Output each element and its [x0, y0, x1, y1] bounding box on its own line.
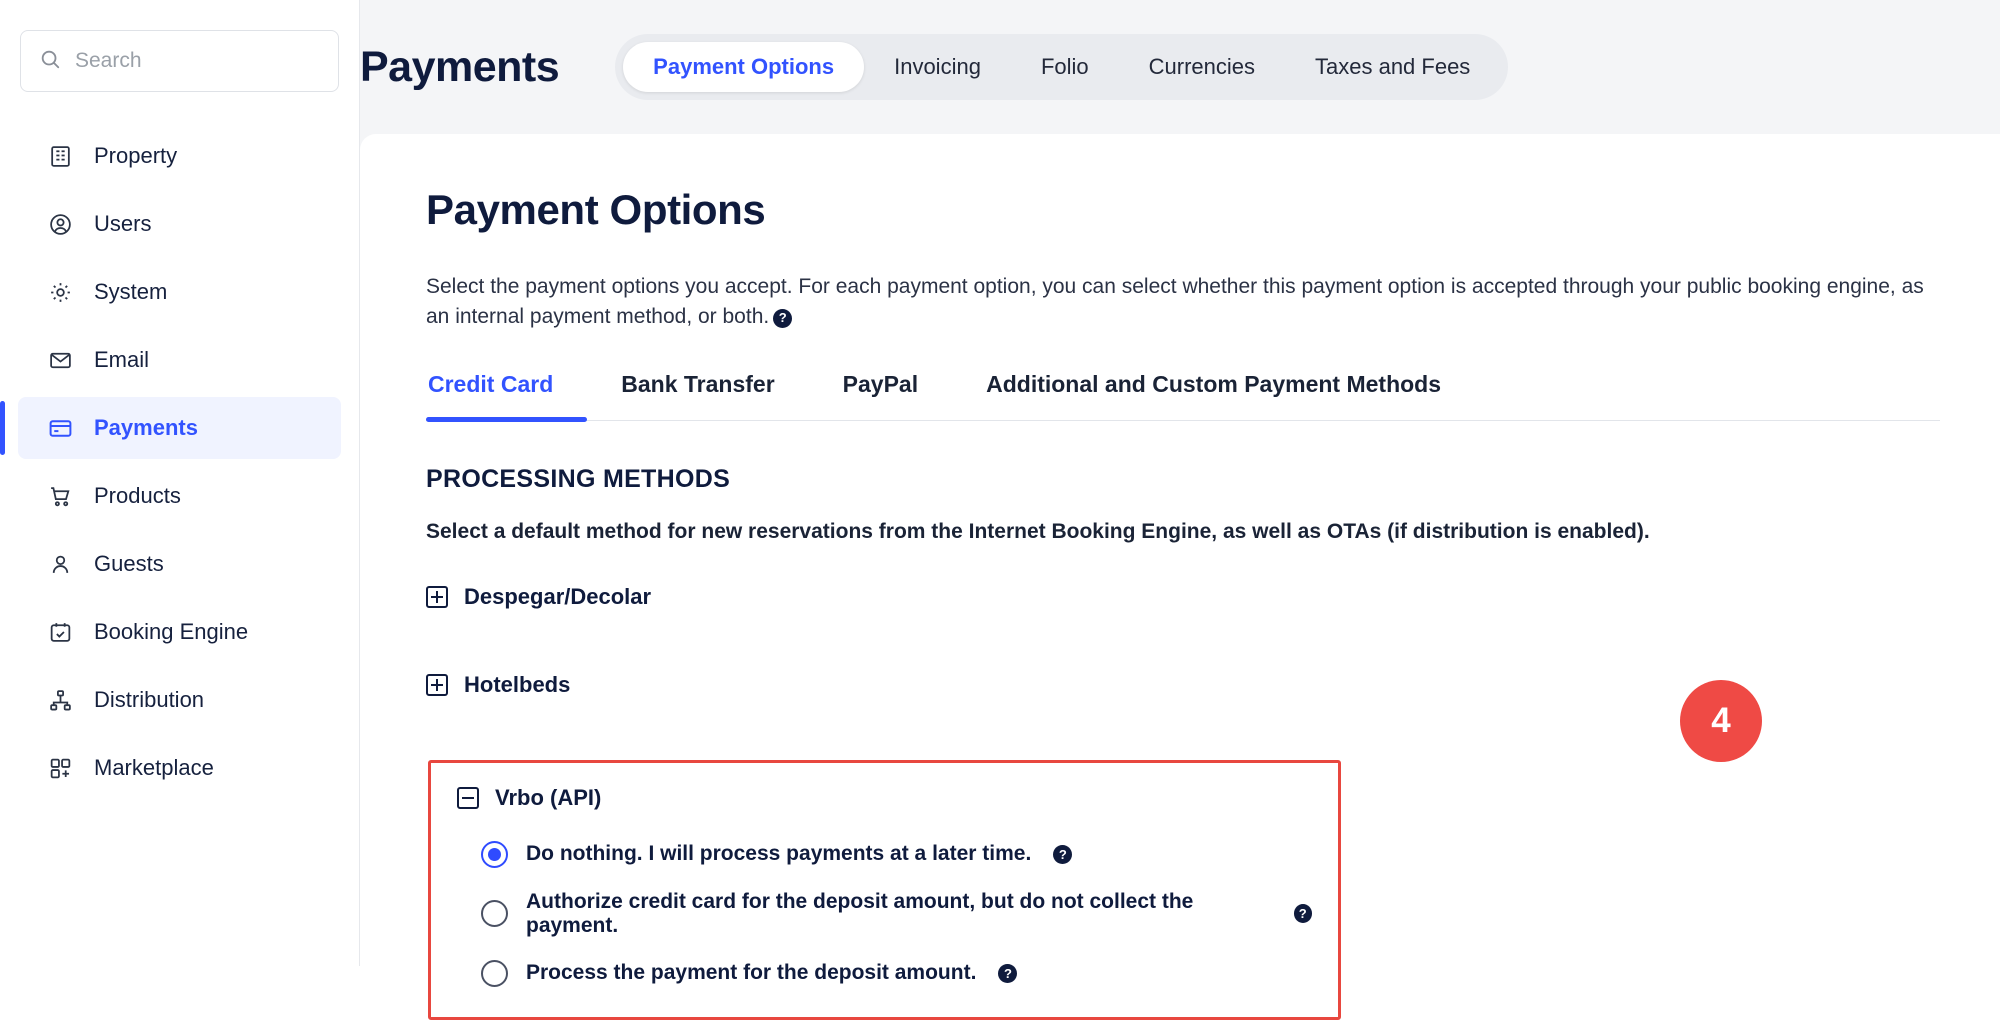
- radio-option-authorize-credit-card[interactable]: [481, 890, 1312, 938]
- subtab-paypal[interactable]: PayPal: [842, 370, 919, 397]
- processing-methods-heading: PROCESSING METHODS: [426, 464, 731, 493]
- tab-currencies[interactable]: Currencies: [1148, 54, 1255, 79]
- radio-label: Do nothing. I will process payments at a later time.: [526, 842, 1032, 866]
- sidebar-item-label: Distribution: [94, 687, 205, 712]
- sidebar-item-label: Products: [94, 483, 181, 508]
- help-icon[interactable]: ?: [998, 964, 1017, 983]
- tab-payment-options[interactable]: Payment Options: [623, 42, 864, 92]
- sidebar-item-label: Users: [94, 211, 152, 236]
- building-icon: [46, 142, 74, 170]
- sitemap-icon: [46, 686, 74, 714]
- payment-method-subtabs: [426, 371, 1940, 421]
- collapse-minus-icon: [457, 787, 479, 809]
- search-input[interactable]: [75, 49, 320, 73]
- sidebar-item-property[interactable]: [18, 125, 341, 187]
- help-icon[interactable]: ?: [773, 309, 792, 328]
- sidebar-item-marketplace[interactable]: [18, 737, 341, 799]
- sidebar-item-products[interactable]: [18, 465, 341, 527]
- cart-icon: [46, 482, 74, 510]
- credit-card-icon: [46, 414, 74, 442]
- grid-plus-icon: [46, 754, 74, 782]
- content-card: [360, 134, 2000, 1020]
- sidebar-item-label: Booking Engine: [94, 619, 249, 644]
- radio-button[interactable]: [481, 960, 508, 987]
- sidebar-item-label: Payments: [94, 415, 198, 440]
- section-title: Payment Options: [426, 186, 766, 233]
- sidebar-item-label: Guests: [94, 551, 164, 576]
- gear-icon: [46, 278, 74, 306]
- main-area: [360, 0, 2000, 985]
- person-icon: [46, 550, 74, 578]
- radio-option-process-payment[interactable]: [481, 960, 1312, 987]
- tab-taxes-and-fees[interactable]: Taxes and Fees: [1315, 54, 1471, 79]
- tab-invoicing[interactable]: Invoicing: [894, 54, 981, 79]
- radio-button[interactable]: [481, 841, 508, 868]
- user-circle-icon: [46, 210, 74, 238]
- sidebar-item-payments[interactable]: [18, 397, 341, 459]
- search-icon: [39, 48, 61, 75]
- sidebar-item-email[interactable]: [18, 329, 341, 391]
- accordion-despegar-decolar[interactable]: [426, 584, 1940, 610]
- primary-tabs: [615, 34, 1508, 100]
- section-description: [426, 272, 1940, 333]
- processing-methods-subtext: Select a default method for new reservations from the Internet Booking Engine, as well as OTAs (if distribution is enabled).: [426, 519, 1650, 543]
- help-icon[interactable]: ?: [1053, 845, 1072, 864]
- calendar-check-icon: [46, 618, 74, 646]
- tab-folio[interactable]: Folio: [1040, 54, 1089, 79]
- sidebar-item-label: System: [94, 279, 168, 304]
- accordion-vrbo-api[interactable]: [457, 785, 1312, 811]
- radio-button[interactable]: [481, 900, 508, 927]
- top-bar: [360, 0, 2000, 134]
- help-icon[interactable]: ?: [1294, 904, 1313, 923]
- section-description-text: Select the payment options you accept. For each payment option, you can select whether this payment option is accepted through your public booking engine, as an internal payment method, or both.: [426, 275, 1924, 329]
- subtab-additional-custom-payment-methods[interactable]: Additional and Custom Payment Methods: [986, 370, 1442, 397]
- sidebar-item-guests[interactable]: [18, 533, 341, 595]
- sidebar-item-label: Marketplace: [94, 755, 214, 780]
- page-title: Payments: [360, 42, 560, 91]
- radio-option-do-nothing[interactable]: [481, 841, 1312, 868]
- search-box[interactable]: [20, 30, 339, 92]
- step-badge: 4: [1680, 680, 1762, 762]
- sidebar-nav: [0, 122, 359, 802]
- accordion-label: Vrbo (API): [495, 784, 602, 810]
- envelope-icon: [46, 346, 74, 374]
- subtab-credit-card[interactable]: Credit Card: [426, 371, 587, 420]
- sidebar-item-booking-engine[interactable]: [18, 601, 341, 663]
- sidebar-item-label: Email: [94, 347, 150, 372]
- accordion-label: Despegar/Decolar: [464, 583, 652, 609]
- radio-label: Authorize credit card for the deposit amount, but do not collect the payment.: [526, 889, 1194, 937]
- sidebar-item-users[interactable]: [18, 193, 341, 255]
- sidebar-item-system[interactable]: [18, 261, 341, 323]
- expand-plus-icon: [426, 586, 448, 608]
- subtab-bank-transfer[interactable]: Bank Transfer: [621, 370, 775, 397]
- sidebar-item-distribution[interactable]: [18, 669, 341, 731]
- sidebar-item-label: Property: [94, 143, 178, 168]
- radio-label: Process the payment for the deposit amount.: [526, 961, 977, 985]
- sidebar: [0, 0, 360, 966]
- accordion-label: Hotelbeds: [464, 671, 571, 697]
- expand-plus-icon: [426, 674, 448, 696]
- vrbo-api-panel: [428, 760, 1341, 1020]
